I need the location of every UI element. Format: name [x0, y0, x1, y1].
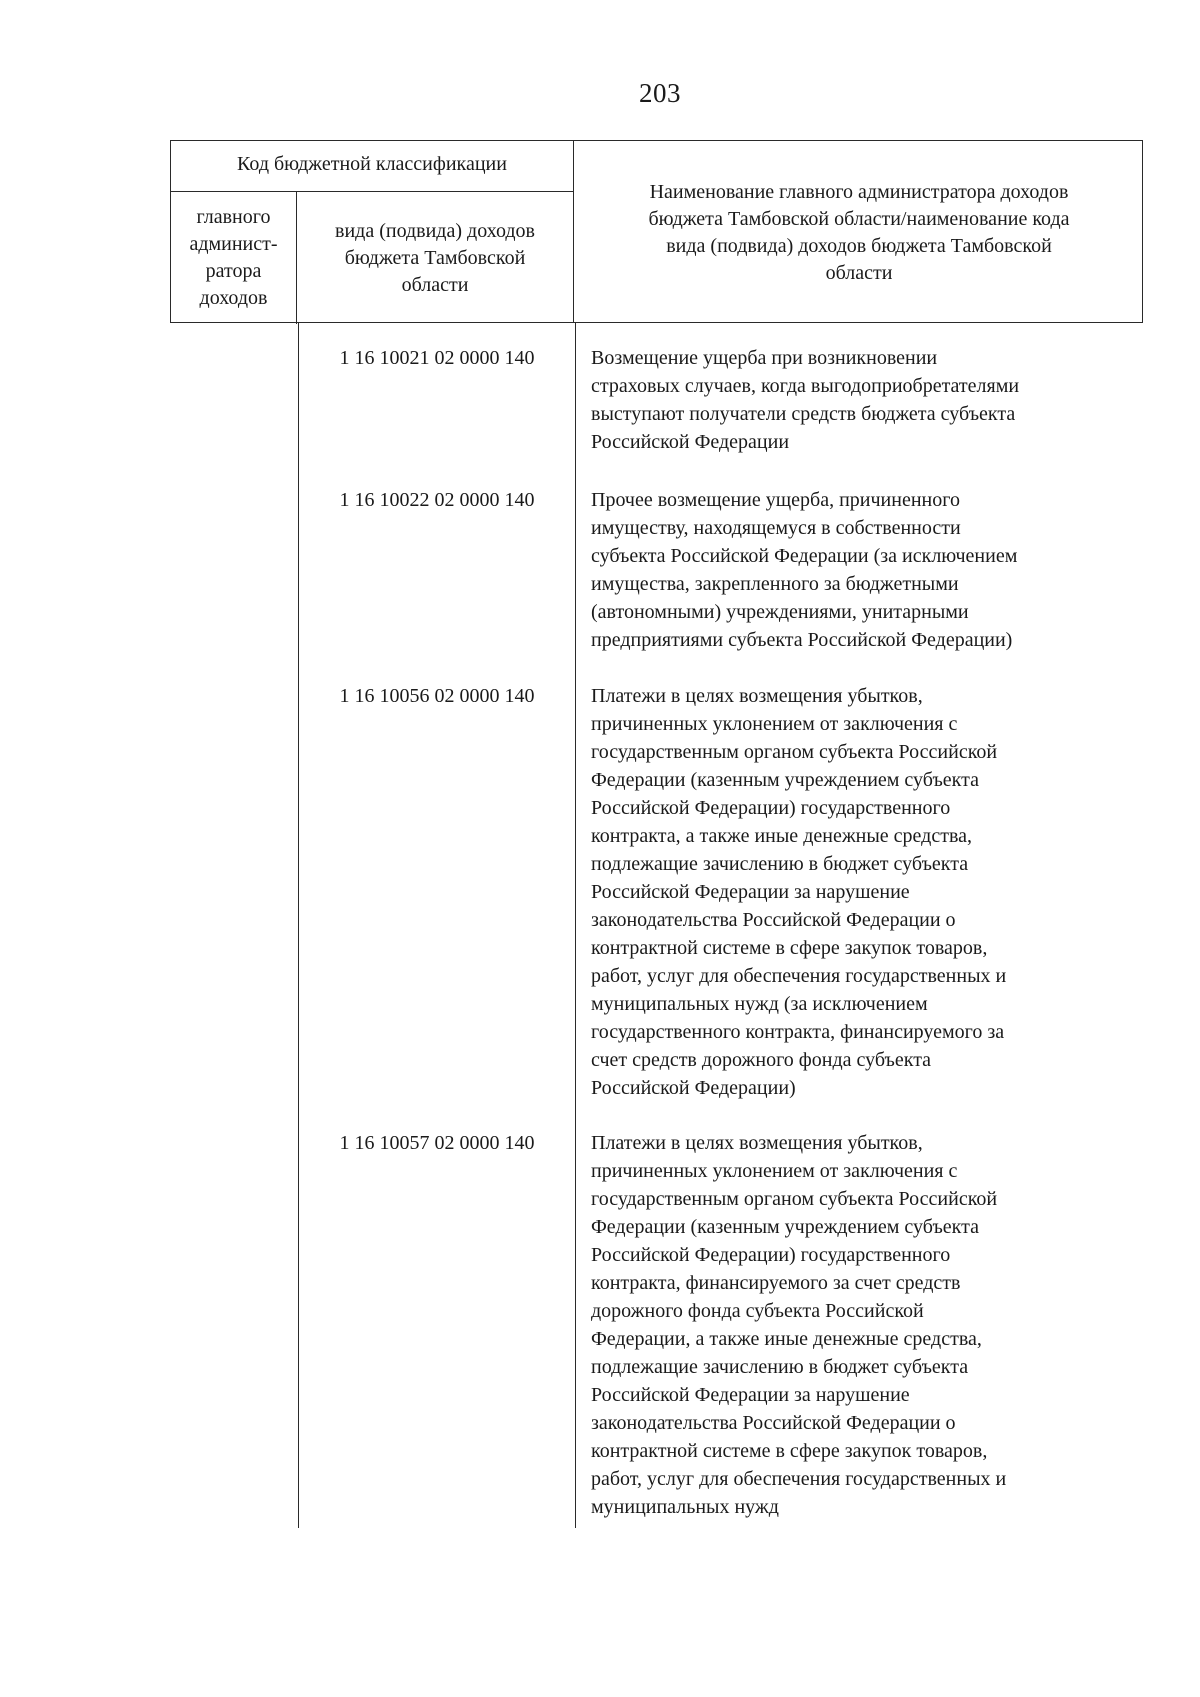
- column-divider-right: [575, 323, 576, 1528]
- row-4-name: Платежи в целях возмещения убытков, причиненных уклонением от заключения с государственным органом субъекта Российской Федерации (казенным учреждением субъекта Российской Федерации) государственного контракта, финансируемого за счет средств дорожного фонда субъекта Российской Федерации, а также иные денежные средства, подлежащие зачислению в бюджет субъекта Российской Федерации за нарушение законодательства Российской Федерации о контрактной системе в сфере закупок товаров, работ, услуг для обеспечения государственных и муниципальных нужд: [591, 1132, 1007, 1518]
- row-3-code: 1 16 10056 02 0000 140: [339, 685, 535, 707]
- page-number: 203: [639, 78, 681, 108]
- table-header: [170, 140, 1143, 323]
- column-divider-left: [298, 323, 299, 1528]
- header-admin-column: главного админист- ратора доходов: [189, 206, 278, 309]
- header-name-column: Наименование главного администратора доходов бюджета Тамбовской области/наименование кода вида (подвида) доходов бюджета Тамбовской области: [648, 181, 1070, 284]
- row-2-name: Прочее возмещение ущерба, причиненного имуществу, находящемуся в собственности субъекта Российской Федерации (за исключением имущества, закрепленного за бюджетными (автономными) учреждениями, унитарными предприятиями субъекта Российской Федерации): [591, 489, 1018, 651]
- row-1-name: Возмещение ущерба при возникновении страховых случаев, когда выгодоприобретателями выступают получатели средств бюджета субъекта Российской Федерации: [591, 347, 1020, 453]
- header-code-group: Код бюджетной классификации: [237, 153, 507, 175]
- row-3-name: Платежи в целях возмещения убытков, причиненных уклонением от заключения с государственным органом субъекта Российской Федерации (казенным учреждением субъекта Российской Федерации) государственного контракта, а также иные денежные средства, подлежащие зачислению в бюджет субъекта Российской Федерации за нарушение законодательства Российской Федерации о контрактной системе в сфере закупок товаров, работ, услуг для обеспечения государственных и муниципальных нужд (за исключением государственного контракта, финансируемого за счет средств дорожного фонда субъекта Российской Федерации): [591, 685, 1007, 1099]
- row-1-code: 1 16 10021 02 0000 140: [339, 347, 535, 369]
- row-2-code: 1 16 10022 02 0000 140: [339, 489, 535, 511]
- header-divider-horizontal: [171, 191, 573, 192]
- header-kind-column: вида (подвида) доходов бюджета Тамбовской области: [335, 220, 535, 296]
- row-4-code: 1 16 10057 02 0000 140: [339, 1132, 535, 1154]
